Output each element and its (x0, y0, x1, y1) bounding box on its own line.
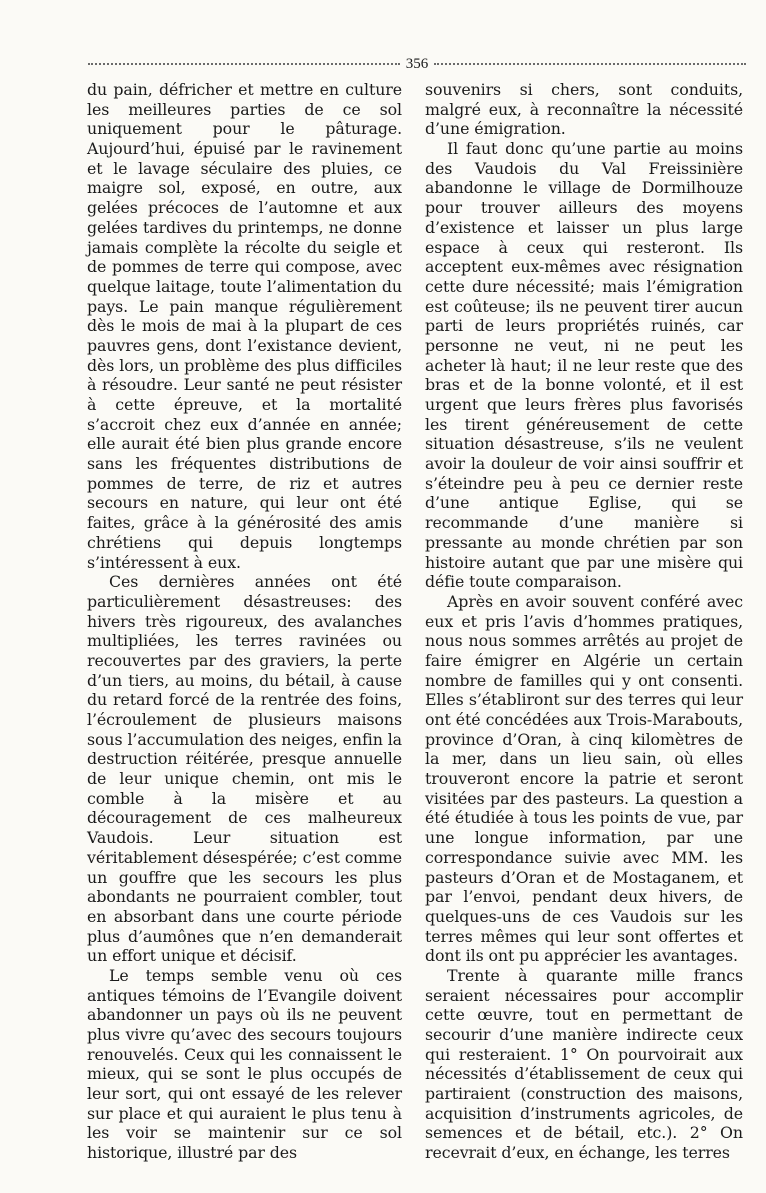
paragraph: du pain, défricher et mettre en culture les meilleures parties de ce sol uniquement pour le pâturage. Aujourd’hui, épuisé par le ravinement et le lavage séculaire des pluies, ce maigre sol, exposé, en outre, aux gelées précoces de l’automne et aux gelées tardives du printemps, ne donne jamais complète la récolte du seigle et de pommes de terre qui compose, avec quelque laitage, toute l’alimentation du pays. Le pain manque régulièrement dès le mois de mai à la plupart de ces pauvres gens, dont l’existance devient, dès lors, un problème des plus difficiles à résoudre. Leur santé ne peut résister à cette épreuve, et la mortalité s’accroit chez eux d’année en année; elle aurait été bien plus grande encore sans les fréquentes distributions de pommes de terre, de riz et autres secours en nature, qui leur ont été faites, grâce à la générosité des amis chrétiens qui depuis longtemps s’intéressent à eux. (87, 80, 402, 572)
page-number: 356 (405, 56, 429, 72)
paragraph: Après en avoir souvent conféré avec eux et pris l’avis d’hommes pratiques, nous nous sommes arrêtés au projet de faire émigrer en Algérie un certain nombre de familles qui y ont consenti. Elles s’établiront sur des terres qui leur ont été concédées aux Trois-Marabouts, province d’Oran, à cinq kilomètres de la mer, dans un lieu sain, où elles trouveront encore la patrie et seront visitées par des pasteurs. La question a été étudiée à tous les points de vue, par une longue information, par une correspondance suivie avec MM. les pasteurs d’Oran et de Mostaganem, et par l’envoi, pendant deux hivers, de quelques-uns de ces Vaudois sur les terres mêmes qui leur sont offertes et dont ils ont pu apprécier les avantages. (425, 591, 743, 966)
paragraph: Il faut donc qu’une partie au moins des Vaudois du Val Freissinière abandonne le village de Dormilhouze pour trouver ailleurs des moyens d’existence et laisser un plus large espace à ceux qui resteront. Ils acceptent eux-mêmes avec résignation cette dure nécessité; mais l’émigration est coûteuse; ils ne peuvent tirer aucun parti de leurs propriétés ruinés, car personne ne veut, ni ne peut les acheter là haut; il ne leur reste que des bras et de la bonne volonté, et il est urgent que leurs frères plus favorisés les tirent généreusement de cette situation désastreuse, s’ils ne veulent avoir la douleur de voir ainsi souffrir et s’éteindre peu à peu ce dernier reste d’une antique Eglise, qui se recommande d’une manière si pressante au monde chrétien par son histoire autant que par une misère qui défie toute comparaison. (425, 139, 743, 592)
paragraph: souvenirs si chers, sont conduits, malgré eux, à reconnaître la nécessité d’une émigration. (425, 80, 743, 139)
header-rule-right (434, 63, 746, 65)
left-column (87, 80, 402, 1163)
running-header (88, 54, 746, 74)
paragraph: Trente à quarante mille francs seraient nécessaires pour accomplir cette œuvre, tout en permettant de secourir d’une manière indirecte ceux qui resteraient. 1° On pourvoirait aux nécessités d’établissement de ceux qui partiraient (construction des maisons, acquisition d’instruments agricoles, de semences et de bétail, etc.). 2° On recevrait d’eux, en échange, les terres (425, 965, 743, 1163)
paragraph: Ces dernières années ont été particulièrement désastreuses: des hivers très rigoureux, des avalanches multipliées, les terres ravinées ou recouvertes par des graviers, la perte d’un tiers, au moins, du bétail, à cause du retard forcé de la rentrée des foins, l’écroulement de plusieurs maisons sous l’accumulation des neiges, enfin la destruction réitérée, presque annuelle de leur unique chemin, ont mis le comble à la misère et au découragement de ces malheureux Vaudois. Leur situation est véritablement désespérée; c’est comme un gouffre que les secours les plus abondants ne pourraient combler, tout en absorbant dans une courte période plus d’aumônes que n’en demanderait un effort unique et décisif. (87, 572, 402, 966)
paragraph: Le temps semble venu où ces antiques témoins de l’Evangile doivent abandonner un pays où ils ne peuvent plus vivre qu’avec des secours toujours renouvelés. Ceux qui les connaissent le mieux, qui se sont le plus occupés de leur sort, qui ont essayé de les relever sur place et qui auraient le plus tenu à les voir se maintenir sur ce sol historique, illustré par des (87, 965, 402, 1163)
header-rule-left (88, 63, 400, 65)
right-column (425, 80, 743, 1163)
